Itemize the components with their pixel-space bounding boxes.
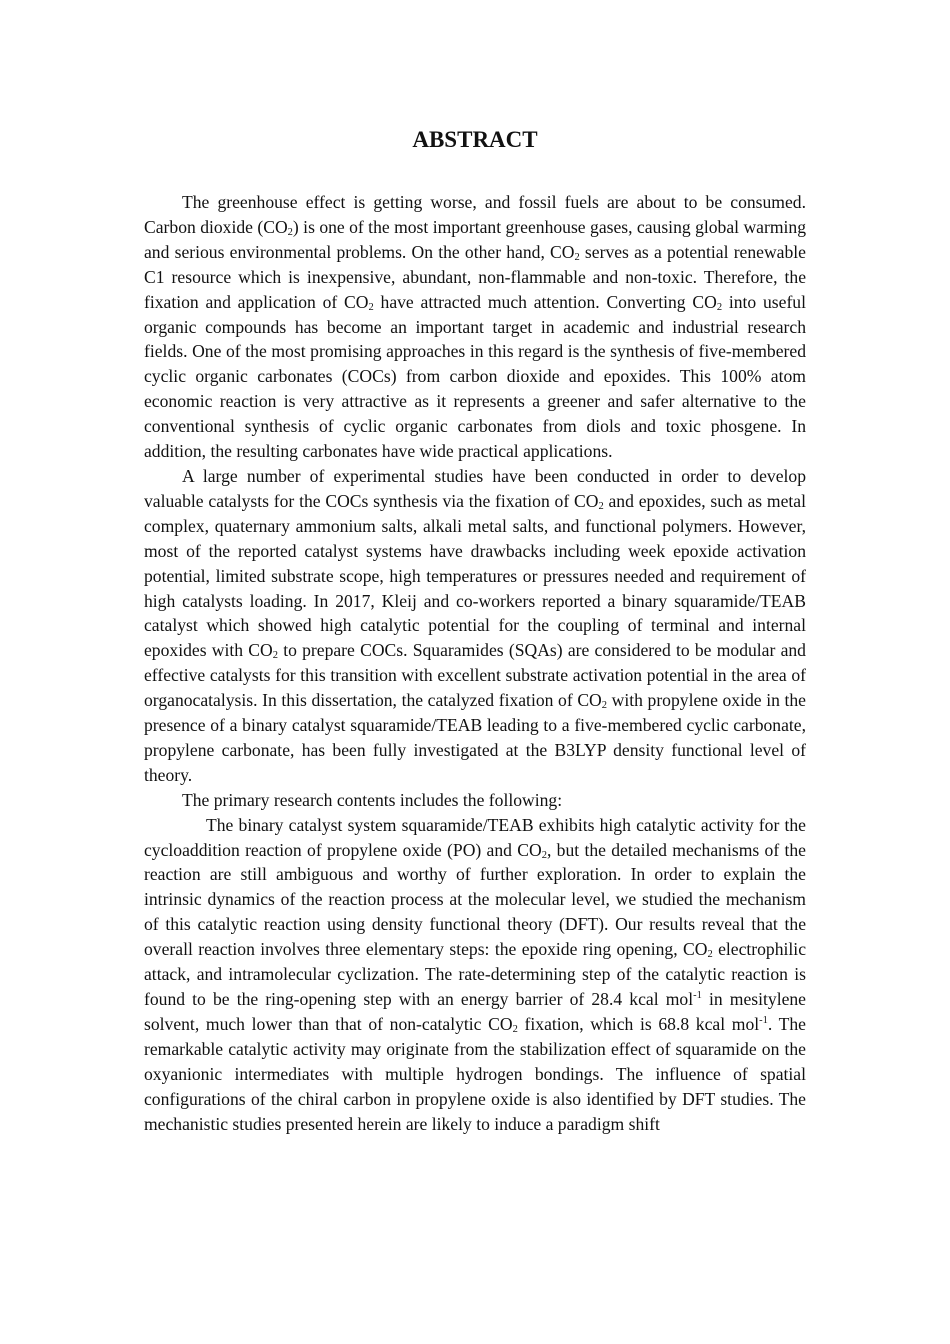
text-run: serves as a potential renewable C1 resource which is inexpensive, abundant, non-flammable and non-toxic. Therefore, the fixation and application of CO (144, 241, 806, 312)
text-run: . The remarkable catalytic activity may originate from the stabilization effect of squaramide on the oxyanionic intermediates with multiple hydrogen bondings. The influence of spatial configurations of the chiral carbon in propylene oxide is also identified by DFT studies. The mechanistic studies presented herein are likely to induce a paradigm shift (144, 1013, 806, 1134)
text-run: The primary research contents includes the following: (182, 789, 563, 810)
subscript: 2 (287, 226, 293, 238)
abstract-body (144, 190, 806, 1136)
abstract-paragraph (144, 788, 806, 813)
subscript: 2 (272, 650, 278, 662)
subscript: 2 (716, 301, 723, 313)
superscript: -1 (693, 990, 702, 1001)
text-run: fixation, which is 68.8 kcal mol (517, 1013, 760, 1034)
subscript: 2 (512, 1023, 518, 1035)
text-run: into useful organic compounds has become an important target in academic and industrial research fields. One of the most promising approaches in this regard is the synthesis of five-membered cyclic organic carbonates (COCs) from carbon dioxide and epoxides. This 100% atom economic reaction is very attractive as it represents a greener and safer alternative to the conventional synthesis of cyclic organic carbonates from diols and toxic phosgene. In addition, the resulting carbonates have wide practical applications. (144, 291, 806, 462)
text-run: have attracted much attention. Converting CO (373, 291, 717, 312)
text-run: in mesitylene solvent, much lower than that of non-catalytic CO (144, 989, 806, 1034)
abstract-paragraph (144, 813, 806, 1137)
text-run: A large number of experimental studies have been conducted in order to develop valuable catalysts for the COCs synthesis via the fixation of CO (144, 465, 806, 511)
subscript: 2 (707, 949, 713, 961)
page-title: ABSTRACT (412, 127, 538, 152)
superscript: -1 (759, 1014, 768, 1026)
text-run: to prepare COCs. Squaramides (SQAs) are considered to be modular and effective catalysts for this transition with excellent substrate activation potential in the area of organocatalysis. In this dissertation, the catalyzed fixation of CO (144, 640, 806, 711)
subscript: 2 (601, 700, 608, 712)
subscript: 2 (574, 251, 580, 263)
subscript: 2 (598, 500, 604, 512)
text-run: ) is one of the most important greenhouse gases, causing global warming and serious environmental problems. On the other hand, CO (144, 216, 806, 262)
abstract-page (144, 124, 806, 1136)
subscript: 2 (368, 301, 374, 313)
text-run: with propylene oxide in the presence of a binary catalyst squaramide/TEAB leading to a five-membered cyclic carbonate, propylene carbonate, has been fully investigated at the B3LYP density functional level of theory. (144, 690, 806, 785)
abstract-paragraph (144, 464, 806, 788)
text-run: , but the detailed mechanisms of the reaction are still ambiguous and worthy of further exploration. In order to explain the intrinsic dynamics of the reaction process at the molecular level, we studied the mechanism of this catalytic reaction using density functional theory (DFT). Our results reveal that the overall reaction involves three elementary steps: the epoxide ring opening, CO (144, 839, 806, 960)
text-run: The binary catalyst system squaramide/TEAB exhibits high catalytic activity for the cycloaddition reaction of propylene oxide (PO) and CO (144, 814, 806, 860)
text-run: The greenhouse effect is getting worse, and fossil fuels are about to be consumed. Carbon dioxide (CO (144, 192, 806, 237)
subscript: 2 (541, 849, 547, 861)
abstract-paragraph (144, 190, 806, 464)
text-run: and epoxides, such as metal complex, quaternary ammonium salts, alkali metal salts, and functional polymers. However, most of the reported catalyst systems have drawbacks including week epoxide activation potential, limited substrate scope, high temperatures or pressures needed and requirement of high catalysts loading. In 2017, Kleij and co-workers reported a binary squaramide/TEAB catalyst which showed high catalytic potential for the coupling of terminal and internal epoxides with CO (144, 490, 806, 661)
text-run: electrophilic attack, and intramolecular cyclization. The rate-determining step of the catalytic reaction is found to be the ring-opening step with an energy barrier of 28.4 kcal mol (144, 939, 807, 1009)
